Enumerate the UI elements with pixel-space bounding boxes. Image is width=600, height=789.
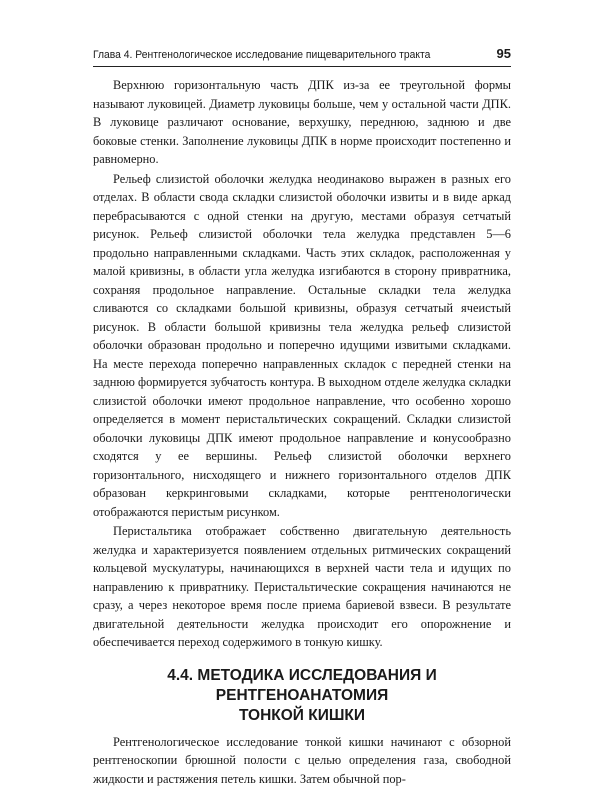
paragraph-peristalsis: Перистальтика отображает собственно двигательную деятельность желудка и характеризуется появлением отдельных ритмических сокращений кольцевой мускулатуры, начинающихся в верхней части тела и идущих по направлению к привратнику. Перистальтические сокращения начинаются не сразу, а через некоторое время после приема бариевой взвеси. В результате двигательной деятельности желудка происходит его опорожнение и обеспечивается переход содержимого в тонкую кишку.	[93, 524, 511, 649]
section-heading	[93, 666, 511, 726]
paragraph-small-intestine-method: Рентгенологическое исследование тонкой кишки начинают с обзорной рентгеноскопии брюшной полости с целью определения газа, свободной жидкости и растяжения петель кишки. Затем обычной пор-	[93, 734, 511, 786]
section-heading-line-1: 4.4. МЕТОДИКА ИССЛЕДОВАНИЯ И РЕНТГЕНОАНАТОМИЯ	[167, 666, 437, 704]
paragraph-duodenal-bulb: Верхнюю горизонтальную часть ДПК из-за ее треугольной формы называют луковицей. Диаметр луковицы больше, чем у остальной части ДПК. В луковице различают основание, верхушку, переднюю, заднюю и две боковые стенки. Заполнение луковицы ДПК в норме происходит постепенно и равномерно.	[93, 78, 511, 166]
chapter-title: Глава 4. Рентгенологическое исследование пищеварительного тракта	[93, 49, 431, 61]
paragraph-mucosal-relief: Рельеф слизистой оболочки желудка неодинаково выражен в разных его отделах. В области свода складки слизистой оболочки извиты и в виде аркад перебрасываются с одной стенки на другую, местами образуя сетчатый рисунок. Рельеф слизистой оболочки тела желудка представлен 5—6 продольно направленными складками. Часть этих складок, расположенная у малой кривизны, в области угла желудка изгибаются в сторону привратника, сохраняя продольное направление. Остальные складки тела желудка сливаются со складками большой кривизны, образуя сетчатый ячеистый рисунок. В области большой кривизны тела желудка рельеф слизистой оболочки образован продольно и поперечно идущими извитыми складками. На месте перехода поперечно направленных складок с передней стенки на заднюю формируется зубчатость контура. В выходном отделе желудка складки слизистой оболочки имеют продольное направление, что особенно хорошо определяется в момент перистальтических сокращений. Складки слизистой оболочки луковицы ДПК имеют продольное направление и конусообразно сходятся у ее вершины. Рельеф слизистой оболочки верхнего горизонтального, нисходящего и нижнего горизонтального отделов ДПК образован керкринговыми складками, которые рентгенологически отображаются перистым рисунком.	[93, 171, 511, 519]
main-text	[93, 76, 511, 789]
section-heading-line-2: ТОНКОЙ КИШКИ	[238, 706, 366, 724]
running-head	[93, 46, 511, 67]
page-number: 95	[496, 46, 511, 61]
